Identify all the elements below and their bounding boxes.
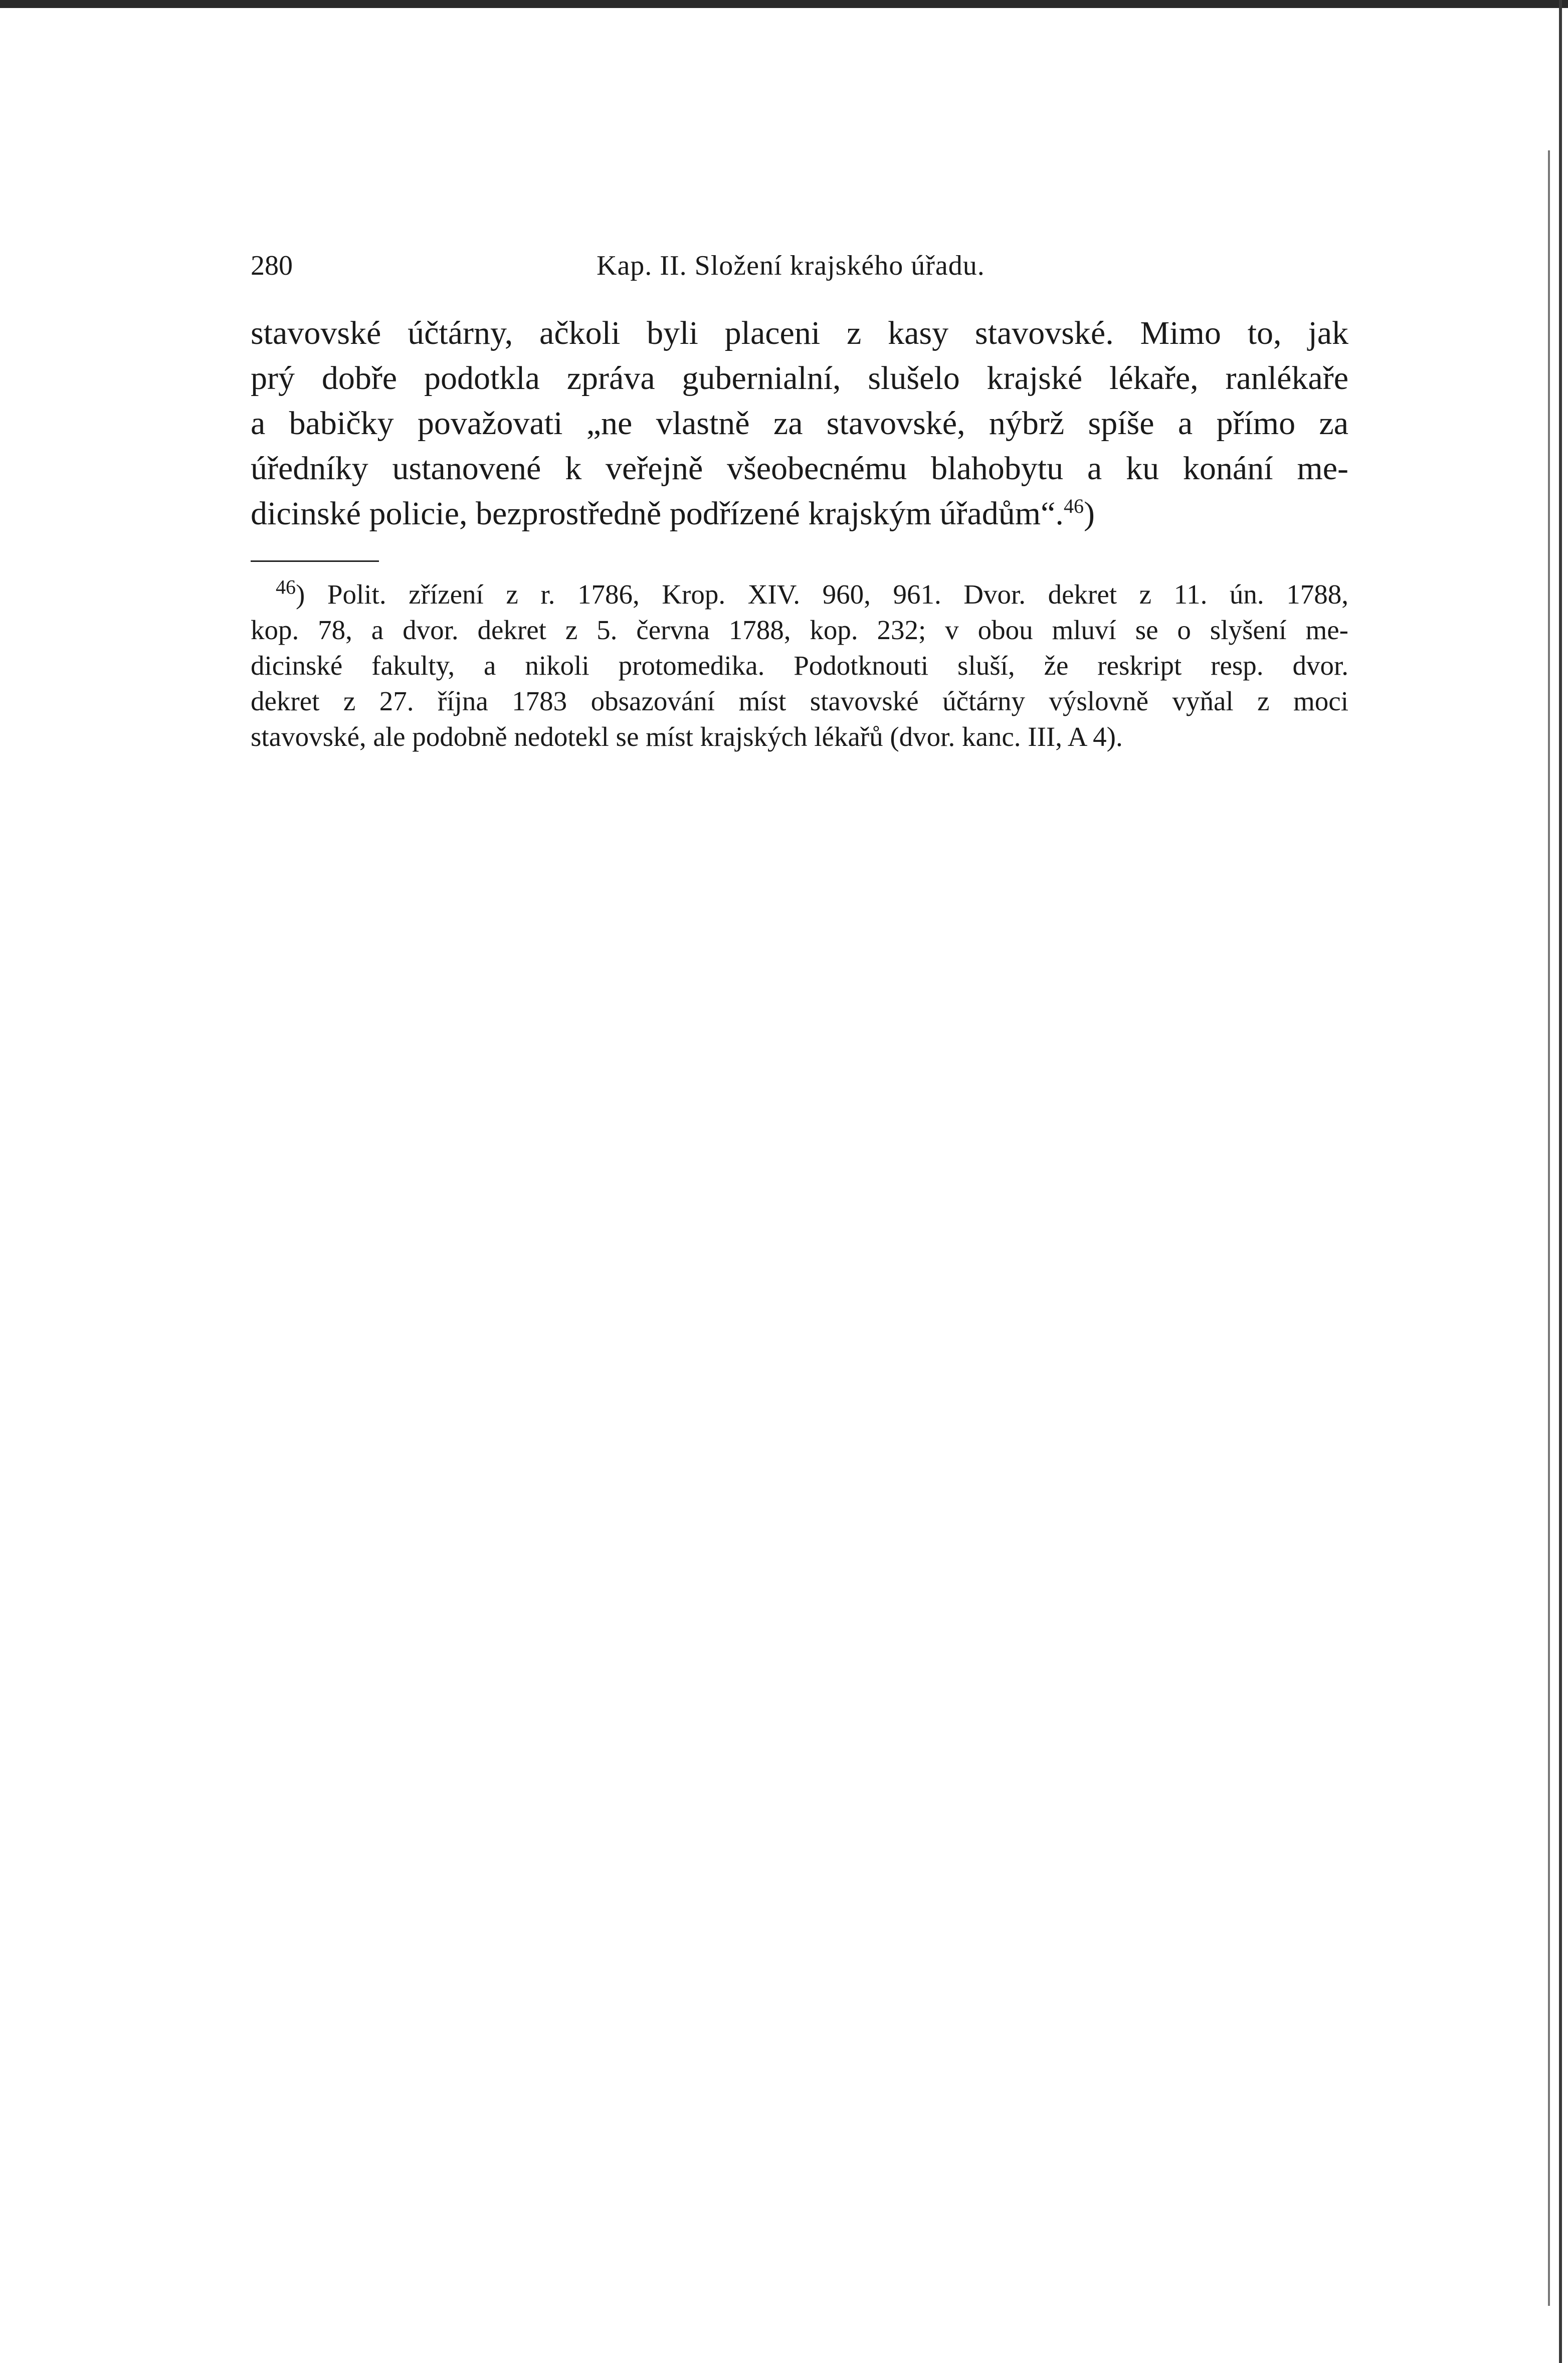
body-line: prý dobře podotkla zpráva gubernialní, slušelo krajské lékaře, ranlékaře [251, 360, 1348, 397]
scan-right-inner-border [1548, 150, 1550, 2306]
body-line-text: dicinské policie, bezprostředně podřízené krajským úřadům“. [251, 495, 1064, 532]
footnote-separator [251, 560, 379, 562]
page-header [251, 246, 1338, 286]
footnote-line-last: stavovské, ale podobně nedotekl se míst krajských lékařů (dvor. kanc. III, A 4). [251, 721, 1123, 752]
running-head: Kap. II. Složení krajského úřadu. [597, 250, 985, 281]
footnote-block [251, 576, 1348, 754]
footnote-marker: 46 [276, 575, 296, 599]
closing-paren: ) [1083, 495, 1095, 532]
body-paragraph [251, 311, 1348, 536]
scan-right-border [1559, 0, 1562, 2363]
body-line-last [251, 491, 1348, 536]
footnote-line: dicinské fakulty, a nikoli protomedika. Podotknouti sluší, že reskript resp. dvor. [251, 650, 1348, 681]
footnote-line: kop. 78, a dvor. dekret z 5. června 1788, kop. 232; v obou mluví se o slyšení me- [251, 615, 1348, 645]
footnote-line: dekret z 27. října 1783 obsazování míst stavovské účtárny výslovně vyňal z moci [251, 686, 1348, 716]
footnote-line [251, 576, 1348, 612]
footnote-reference: 46 [1063, 495, 1084, 517]
body-line: a babičky považovati „ne vlastně za stavovské, nýbrž spíše a přímo za [251, 405, 1348, 442]
page-number: 280 [251, 250, 293, 281]
body-line: úředníky ustanovené k veřejně všeobecnému blahobytu a ku konání me- [251, 450, 1348, 487]
scan-top-border [0, 0, 1568, 8]
footnote-text: ) Polit. zřízení z r. 1786, Krop. XIV. 960, 961. Dvor. dekret z 11. ún. 1788, [296, 579, 1348, 610]
body-line: stavovské účtárny, ačkoli byli placeni z kasy stavovské. Mimo to, jak [251, 315, 1348, 351]
